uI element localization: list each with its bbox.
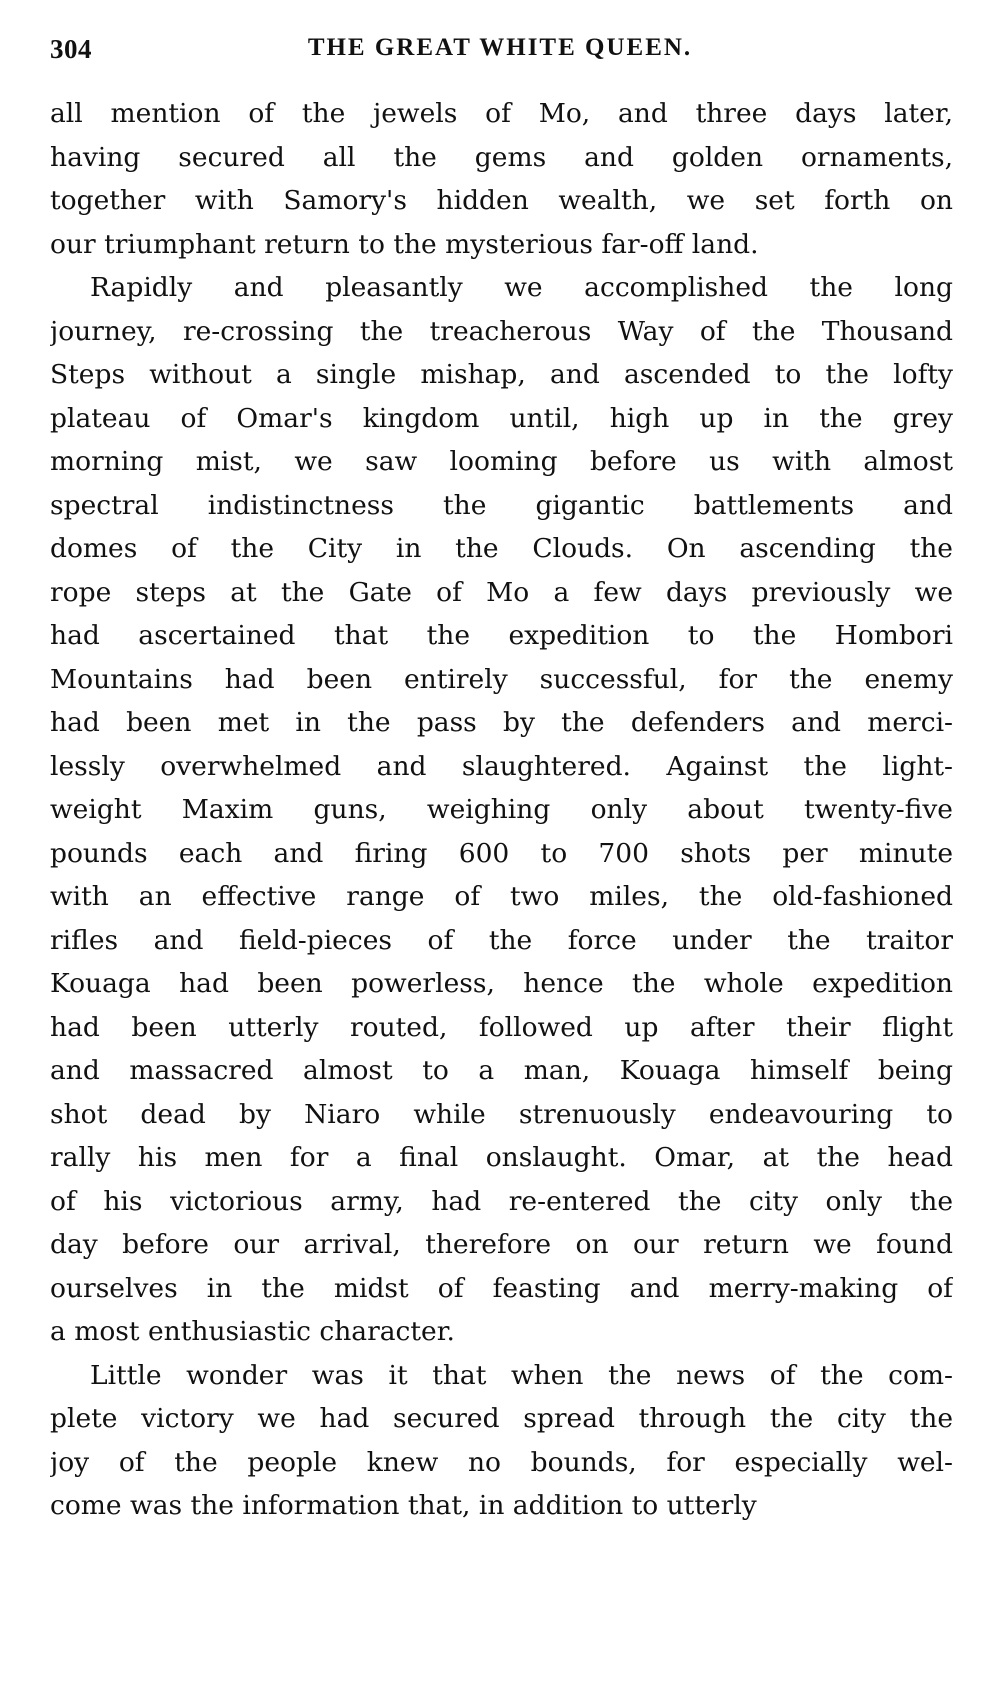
body-text: [50, 92, 953, 1528]
text-line: joy of the people knew no bounds, for especially wel-: [50, 1446, 953, 1478]
running-head: THE GREAT WHITE QUEEN.: [307, 34, 693, 61]
text-line: plateau of Omar's kingdom until, high up in the grey: [50, 402, 953, 434]
text-line: with an effective range of two miles, the old-fashioned: [50, 881, 953, 912]
text-line: and massacred almost to a man, Kouaga himself being: [50, 1055, 953, 1086]
paragraph: [50, 1354, 953, 1528]
text-line: shot dead by Niaro while strenuously endeavouring to: [50, 1098, 953, 1130]
text-line: had ascertained that the expedition to the Hombori: [50, 620, 953, 651]
text-line: rifles and field-pieces of the force under the traitor: [50, 924, 953, 956]
text-line: Steps without a single mishap, and ascended to the lofty: [50, 359, 953, 390]
paragraph: [50, 92, 953, 266]
text-line: all mention of the jewels of Mo, and three days later,: [50, 98, 953, 129]
text-line: come was the information that, in addition to utterly: [50, 1490, 757, 1521]
text-line: a most enthusiastic character.: [50, 1316, 455, 1347]
text-line: spectral indistinctness the gigantic battlements and: [50, 489, 953, 521]
text-line: morning mist, we saw looming before us with almost: [50, 446, 953, 477]
paragraph: [50, 266, 953, 1354]
text-line: of his victorious army, had re-entered the city only the: [50, 1185, 953, 1217]
text-line: having secured all the gems and golden ornaments,: [50, 141, 953, 173]
text-line: journey, re-crossing the treacherous Way of the Thousand: [50, 315, 953, 347]
text-line: plete victory we had secured spread through the city the: [50, 1403, 953, 1434]
text-line: Kouaga had been powerless, hence the whole expedition: [50, 968, 953, 999]
text-line: together with Samory's hidden wealth, we set forth on: [50, 185, 953, 216]
text-line: our triumphant return to the mysterious far-off land.: [50, 228, 759, 260]
text-line: Mountains had been entirely successful, for the enemy: [50, 663, 953, 695]
text-line: ourselves in the midst of feasting and merry-making of: [50, 1272, 953, 1304]
text-line: Rapidly and pleasantly we accomplished the long: [90, 272, 953, 303]
text-line: Little wonder was it that when the news of the com-: [90, 1359, 953, 1391]
page-header: [50, 28, 950, 76]
text-line: rope steps at the Gate of Mo a few days previously we: [50, 576, 953, 608]
text-line: day before our arrival, therefore on our return we found: [50, 1229, 953, 1260]
page-number: 304: [50, 34, 92, 64]
text-line: had been utterly routed, followed up after their flight: [50, 1011, 953, 1043]
text-line: lessly overwhelmed and slaughtered. Against the light-: [50, 750, 953, 782]
text-line: pounds each and firing 600 to 700 shots per minute: [50, 837, 953, 869]
text-line: had been met in the pass by the defenders and merci-: [50, 707, 953, 738]
text-line: domes of the City in the Clouds. On ascending the: [50, 533, 953, 564]
text-line: weight Maxim guns, weighing only about twenty-five: [50, 794, 953, 825]
text-line: rally his men for a final onslaught. Omar, at the head: [50, 1142, 953, 1173]
